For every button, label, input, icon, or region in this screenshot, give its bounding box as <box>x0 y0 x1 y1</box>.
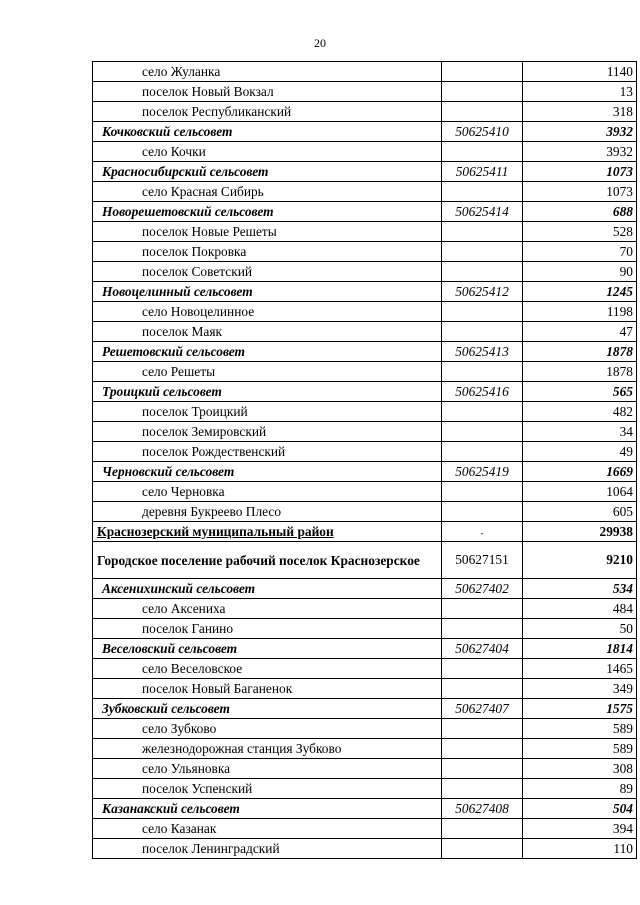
code-cell <box>442 262 523 282</box>
name-cell: поселок Земировский <box>93 422 442 442</box>
code-cell <box>442 102 523 122</box>
population-cell: 3932 <box>523 142 637 162</box>
name-cell: село Жуланка <box>93 62 442 82</box>
code-cell <box>442 739 523 759</box>
name-cell: поселок Ленинградский <box>93 839 442 859</box>
population-cell: 1575 <box>523 699 637 719</box>
population-cell: 1140 <box>523 62 637 82</box>
code-cell: 50627408 <box>442 799 523 819</box>
settlement-row <box>93 819 637 839</box>
name-cell: Новорешетовский сельсовет <box>93 202 442 222</box>
code-cell <box>442 619 523 639</box>
code-cell: 50627402 <box>442 579 523 599</box>
population-cell: 110 <box>523 839 637 859</box>
name-cell: село Казанак <box>93 819 442 839</box>
council-row <box>93 282 637 302</box>
settlement-row <box>93 402 637 422</box>
population-cell: 34 <box>523 422 637 442</box>
name-cell: село Ульяновка <box>93 759 442 779</box>
settlement-row <box>93 779 637 799</box>
code-cell: 50627404 <box>442 639 523 659</box>
name-cell: Решетовский сельсовет <box>93 342 442 362</box>
name-cell: поселок Рождественский <box>93 442 442 462</box>
council-row <box>93 579 637 599</box>
council-row <box>93 462 637 482</box>
name-cell: железнодорожная станция Зубково <box>93 739 442 759</box>
settlement-row <box>93 442 637 462</box>
name-cell: поселок Маяк <box>93 322 442 342</box>
population-cell: 504 <box>523 799 637 819</box>
population-cell: 1669 <box>523 462 637 482</box>
settlement-row <box>93 302 637 322</box>
population-cell: 1073 <box>523 162 637 182</box>
council-row <box>93 122 637 142</box>
code-cell <box>442 422 523 442</box>
name-cell: поселок Ганино <box>93 619 442 639</box>
settlement-row <box>93 182 637 202</box>
code-cell <box>442 82 523 102</box>
code-cell <box>442 322 523 342</box>
code-cell: 50625412 <box>442 282 523 302</box>
name-cell: поселок Троицкий <box>93 402 442 422</box>
code-cell: 50625413 <box>442 342 523 362</box>
population-cell: 349 <box>523 679 637 699</box>
code-cell <box>442 302 523 322</box>
council-row <box>93 202 637 222</box>
name-cell: село Новоцелинное <box>93 302 442 322</box>
code-cell <box>442 402 523 422</box>
district-row <box>93 522 637 542</box>
name-cell: Казанакский сельсовет <box>93 799 442 819</box>
code-cell <box>442 819 523 839</box>
population-cell: 1073 <box>523 182 637 202</box>
code-cell <box>442 142 523 162</box>
code-cell: 50625411 <box>442 162 523 182</box>
council-row <box>93 639 637 659</box>
population-cell: 1245 <box>523 282 637 302</box>
code-cell: 50625416 <box>442 382 523 402</box>
code-cell <box>442 362 523 382</box>
population-cell: 50 <box>523 619 637 639</box>
code-cell <box>442 779 523 799</box>
name-cell: поселок Новый Вокзал <box>93 82 442 102</box>
settlement-row <box>93 759 637 779</box>
settlement-row <box>93 599 637 619</box>
settlement-row <box>93 62 637 82</box>
council-row <box>93 342 637 362</box>
population-cell: 565 <box>523 382 637 402</box>
code-cell: 50625414 <box>442 202 523 222</box>
settlement-row <box>93 322 637 342</box>
settlement-row <box>93 619 637 639</box>
council-row <box>93 382 637 402</box>
settlement-row <box>93 102 637 122</box>
settlement-row <box>93 719 637 739</box>
code-cell: 50627407 <box>442 699 523 719</box>
population-cell: 482 <box>523 402 637 422</box>
urban-row <box>93 542 637 579</box>
name-cell: деревня Букреево Плесо <box>93 502 442 522</box>
population-table <box>92 61 637 859</box>
population-cell: 49 <box>523 442 637 462</box>
council-row <box>93 162 637 182</box>
population-cell: 1064 <box>523 482 637 502</box>
name-cell: Красносибирский сельсовет <box>93 162 442 182</box>
name-cell: село Черновка <box>93 482 442 502</box>
code-cell <box>442 442 523 462</box>
population-cell: 589 <box>523 719 637 739</box>
settlement-row <box>93 482 637 502</box>
code-cell <box>442 599 523 619</box>
name-cell: Кочковский сельсовет <box>93 122 442 142</box>
population-cell: 589 <box>523 739 637 759</box>
settlement-row <box>93 839 637 859</box>
settlement-row <box>93 82 637 102</box>
name-cell: поселок Успенский <box>93 779 442 799</box>
code-cell: 50625419 <box>442 462 523 482</box>
name-cell: Новоцелинный сельсовет <box>93 282 442 302</box>
name-cell: поселок Новый Баганенок <box>93 679 442 699</box>
population-cell: 308 <box>523 759 637 779</box>
table-body <box>93 62 637 859</box>
code-cell <box>442 839 523 859</box>
name-cell: поселок Советский <box>93 262 442 282</box>
code-cell <box>442 182 523 202</box>
name-cell: поселок Покровка <box>93 242 442 262</box>
population-cell: 1814 <box>523 639 637 659</box>
code-cell <box>442 679 523 699</box>
population-cell: 688 <box>523 202 637 222</box>
settlement-row <box>93 422 637 442</box>
population-cell: 1878 <box>523 362 637 382</box>
name-cell: село Решеты <box>93 362 442 382</box>
name-cell: поселок Республиканский <box>93 102 442 122</box>
name-cell: село Зубково <box>93 719 442 739</box>
population-cell: 47 <box>523 322 637 342</box>
settlement-row <box>93 262 637 282</box>
population-cell: 605 <box>523 502 637 522</box>
code-cell: - <box>442 522 523 542</box>
population-cell: 29938 <box>523 522 637 542</box>
settlement-row <box>93 739 637 759</box>
population-cell: 3932 <box>523 122 637 142</box>
population-cell: 1878 <box>523 342 637 362</box>
council-row <box>93 699 637 719</box>
population-cell: 534 <box>523 579 637 599</box>
settlement-row <box>93 142 637 162</box>
population-cell: 528 <box>523 222 637 242</box>
settlement-row <box>93 362 637 382</box>
settlement-row <box>93 659 637 679</box>
settlement-row <box>93 502 637 522</box>
name-cell: село Аксениха <box>93 599 442 619</box>
name-cell: Аксенихинский сельсовет <box>93 579 442 599</box>
code-cell <box>442 482 523 502</box>
settlement-row <box>93 242 637 262</box>
name-cell: Черновский сельсовет <box>93 462 442 482</box>
name-cell: село Кочки <box>93 142 442 162</box>
population-cell: 318 <box>523 102 637 122</box>
population-cell: 1465 <box>523 659 637 679</box>
code-cell <box>442 502 523 522</box>
population-cell: 394 <box>523 819 637 839</box>
code-cell <box>442 62 523 82</box>
code-cell <box>442 222 523 242</box>
name-cell: поселок Новые Решеты <box>93 222 442 242</box>
code-cell <box>442 242 523 262</box>
settlement-row <box>93 222 637 242</box>
population-cell: 70 <box>523 242 637 262</box>
name-cell: Городское поселение рабочий поселок Краснозерское <box>93 542 442 579</box>
population-cell: 9210 <box>523 542 637 579</box>
code-cell: 50627151 <box>442 542 523 579</box>
name-cell: село Красная Сибирь <box>93 182 442 202</box>
population-cell: 13 <box>523 82 637 102</box>
code-cell <box>442 759 523 779</box>
page-number: 20 <box>314 36 326 50</box>
population-cell: 484 <box>523 599 637 619</box>
name-cell: Троицкий сельсовет <box>93 382 442 402</box>
name-cell: Краснозерский муниципальный район <box>93 522 442 542</box>
name-cell: Веселовский сельсовет <box>93 639 442 659</box>
code-cell: 50625410 <box>442 122 523 142</box>
population-cell: 1198 <box>523 302 637 322</box>
name-cell: Зубковский сельсовет <box>93 699 442 719</box>
code-cell <box>442 719 523 739</box>
name-cell: село Веселовское <box>93 659 442 679</box>
settlement-row <box>93 679 637 699</box>
council-row <box>93 799 637 819</box>
population-cell: 89 <box>523 779 637 799</box>
code-cell <box>442 659 523 679</box>
population-cell: 90 <box>523 262 637 282</box>
